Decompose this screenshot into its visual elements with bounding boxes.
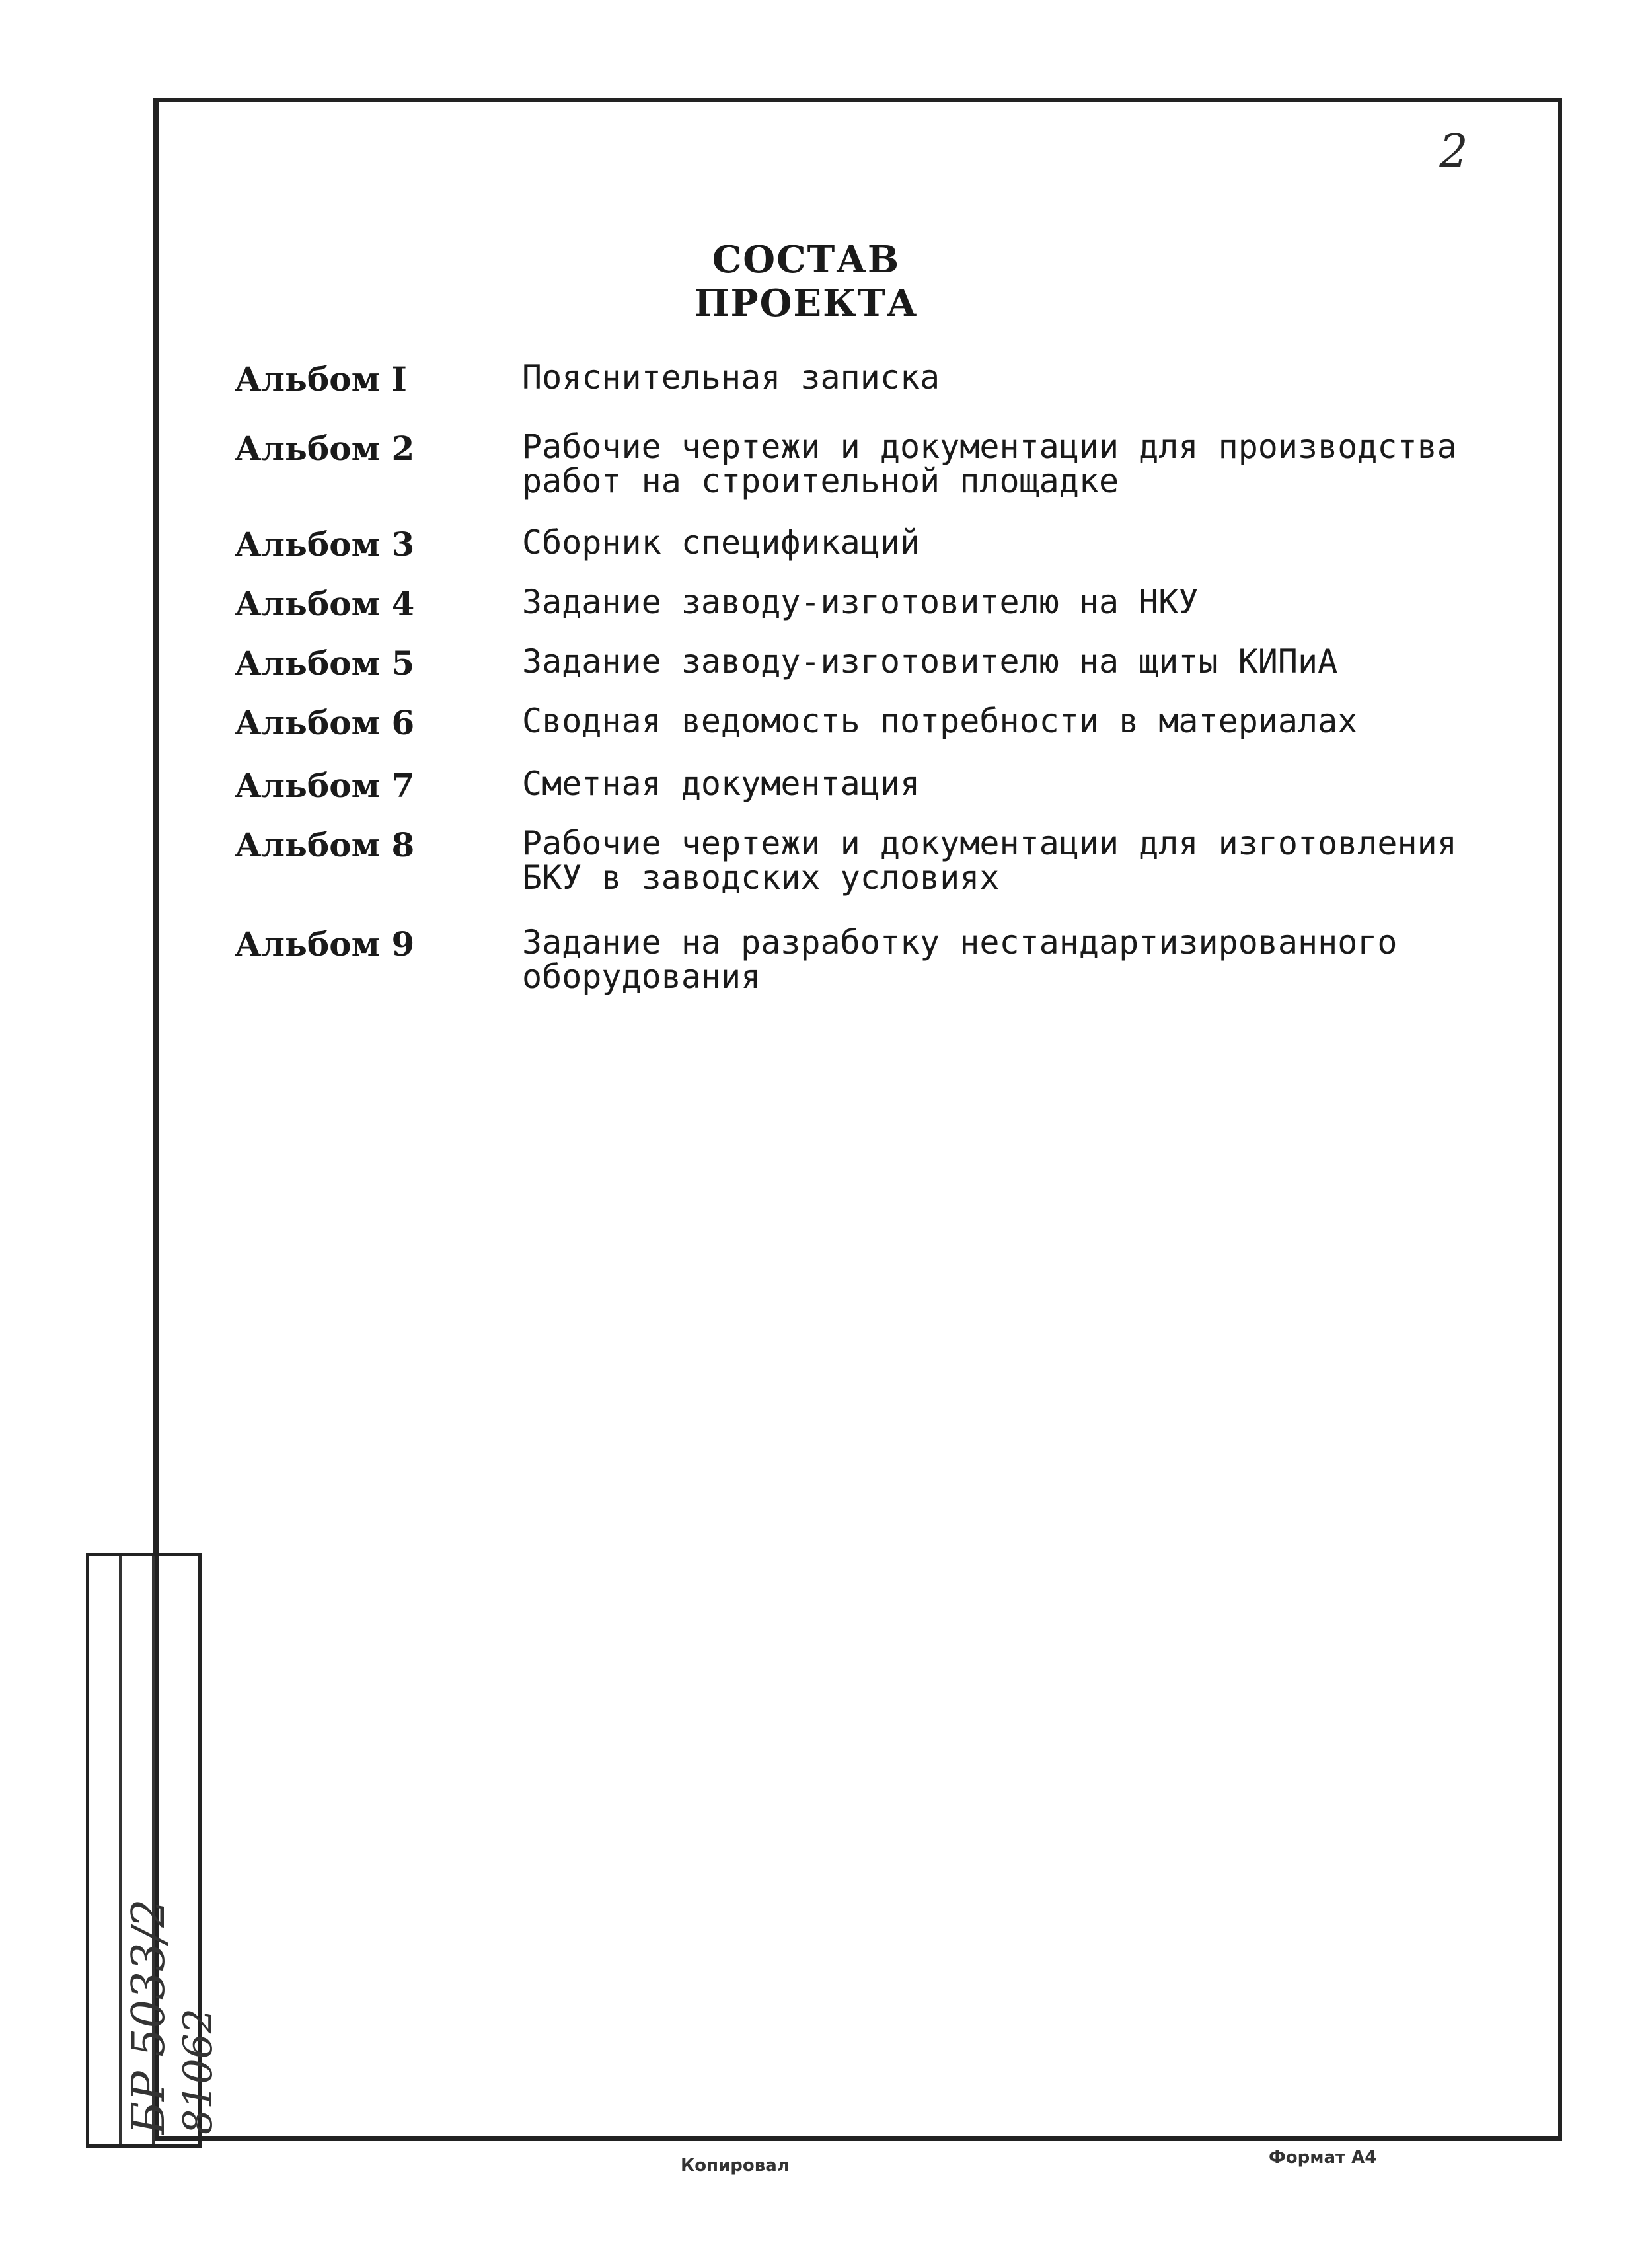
album-label: Альбом 8 <box>235 825 415 864</box>
album-description: Рабочие чертежи и документации для изготовления БКУ в заводских условиях <box>522 824 1457 897</box>
album-row-8 <box>235 824 1503 897</box>
album-label: Альбом 7 <box>235 766 415 805</box>
document-title: СОСТАВ ПРОЕКТА <box>694 238 918 325</box>
album-description: Сводная ведомость потребности в материалах <box>522 702 1358 740</box>
album-label: Альбом 3 <box>235 525 415 564</box>
album-row-1 <box>235 360 1503 420</box>
album-row-2 <box>235 428 1503 500</box>
album-description: Задание заводу-изготовителю на НКУ <box>522 583 1199 621</box>
album-description: Пояснительная записка <box>522 358 940 397</box>
album-description: Задание заводу-изготовителю на щиты КИПиА <box>522 642 1338 681</box>
album-description: Сборник спецификаций <box>522 523 920 562</box>
album-row-4 <box>235 585 1503 644</box>
stamp-inventory: 81062 <box>175 2008 221 2135</box>
album-description: Рабочие чертежи и документации для производства работ на строительной площадке <box>522 428 1457 500</box>
album-label: Альбом I <box>235 359 407 398</box>
footer-format: Формат А4 <box>1269 2148 1377 2168</box>
album-label: Альбом 6 <box>235 703 415 742</box>
page-number: 2 <box>1439 126 1468 178</box>
album-row-6 <box>235 704 1503 763</box>
footer-copied: Копировал <box>681 2156 790 2175</box>
album-label: Альбом 4 <box>235 584 415 623</box>
album-label: Альбом 2 <box>235 429 415 468</box>
album-label: Альбом 9 <box>235 925 415 964</box>
album-row-9 <box>235 923 1503 996</box>
album-label: Альбом 5 <box>235 644 415 683</box>
album-row-3 <box>235 525 1503 585</box>
stamp-divider <box>119 1556 122 2144</box>
album-row-7 <box>235 767 1503 826</box>
album-description: Задание на разработку нестандартизированного оборудования <box>522 923 1398 996</box>
album-row-5 <box>235 644 1503 704</box>
stamp-code: БР 5033/2 <box>123 1899 175 2135</box>
album-description: Сметная документация <box>522 765 920 803</box>
